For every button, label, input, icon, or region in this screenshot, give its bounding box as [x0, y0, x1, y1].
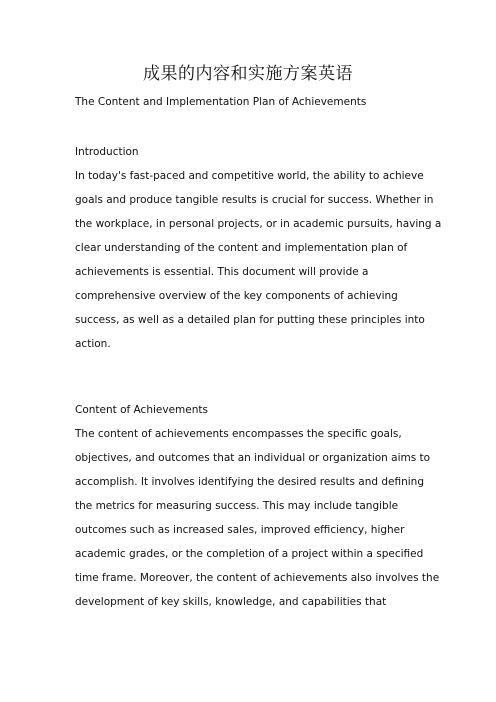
- paragraph-line: development of key skills, knowledge, and capabilities that: [75, 596, 387, 608]
- document-subtitle: The Content and Implementation Plan of Achievements: [75, 96, 367, 108]
- paragraph-line: the workplace, in personal projects, or in academic pursuits, having a: [75, 218, 442, 230]
- paragraph-line: accomplish. It involves identifying the desired results and defining: [75, 476, 424, 488]
- paragraph-line: success, as well as a detailed plan for putting these principles into: [75, 314, 425, 326]
- paragraph-line: goals and produce tangible results is crucial for success. Whether in: [75, 194, 434, 206]
- paragraph-line: In today's fast-paced and competitive world, the ability to achieve: [75, 170, 424, 182]
- section-heading-introduction: Introduction: [75, 146, 139, 158]
- paragraph-line: action.: [75, 338, 111, 350]
- paragraph-line: the metrics for measuring success. This may include tangible: [75, 500, 399, 512]
- paragraph-line: academic grades, or the completion of a project within a specified: [75, 548, 424, 560]
- document-title: 成果的内容和实施方案英语: [143, 64, 353, 84]
- paragraph-line: The content of achievements encompasses the specific goals,: [75, 428, 402, 440]
- section-body-content-of-achievements: [75, 426, 440, 618]
- paragraph-line: achievements is essential. This document will provide a: [75, 266, 369, 278]
- section-heading-content-of-achievements: Content of Achievements: [75, 404, 208, 416]
- paragraph-line: clear understanding of the content and implementation plan of: [75, 242, 408, 254]
- section-body-introduction: [75, 168, 442, 360]
- paragraph-line: comprehensive overview of the key components of achieving: [75, 290, 398, 302]
- paragraph-line: time frame. Moreover, the content of achievements also involves the: [75, 572, 440, 584]
- paragraph-line: outcomes such as increased sales, improved efficiency, higher: [75, 524, 405, 536]
- paragraph-line: objectives, and outcomes that an individual or organization aims to: [75, 452, 431, 464]
